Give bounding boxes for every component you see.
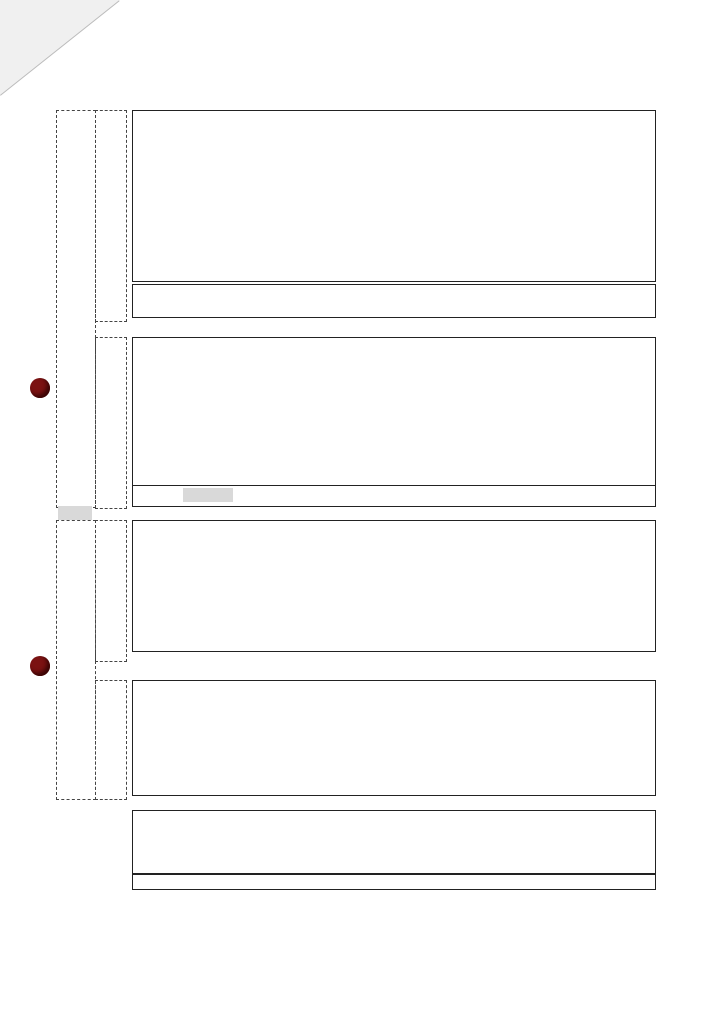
capital-box xyxy=(95,337,127,509)
capital-table xyxy=(132,337,656,487)
net-income-table xyxy=(132,874,656,890)
income-table xyxy=(132,810,656,874)
punch-hole-top xyxy=(30,378,50,398)
timber-box xyxy=(95,520,127,662)
inputs-outer-box xyxy=(56,110,96,508)
group-labour-box xyxy=(95,110,127,322)
other-returns-table xyxy=(132,680,656,796)
labour-subtotal-table xyxy=(132,284,656,318)
other-box xyxy=(95,680,127,800)
total-capital-table xyxy=(132,485,656,507)
divider-patch xyxy=(58,506,92,520)
labour-table xyxy=(132,110,656,282)
returns-outer-box xyxy=(56,520,96,800)
timber-table xyxy=(132,520,656,652)
punch-hole-bottom xyxy=(30,656,50,676)
